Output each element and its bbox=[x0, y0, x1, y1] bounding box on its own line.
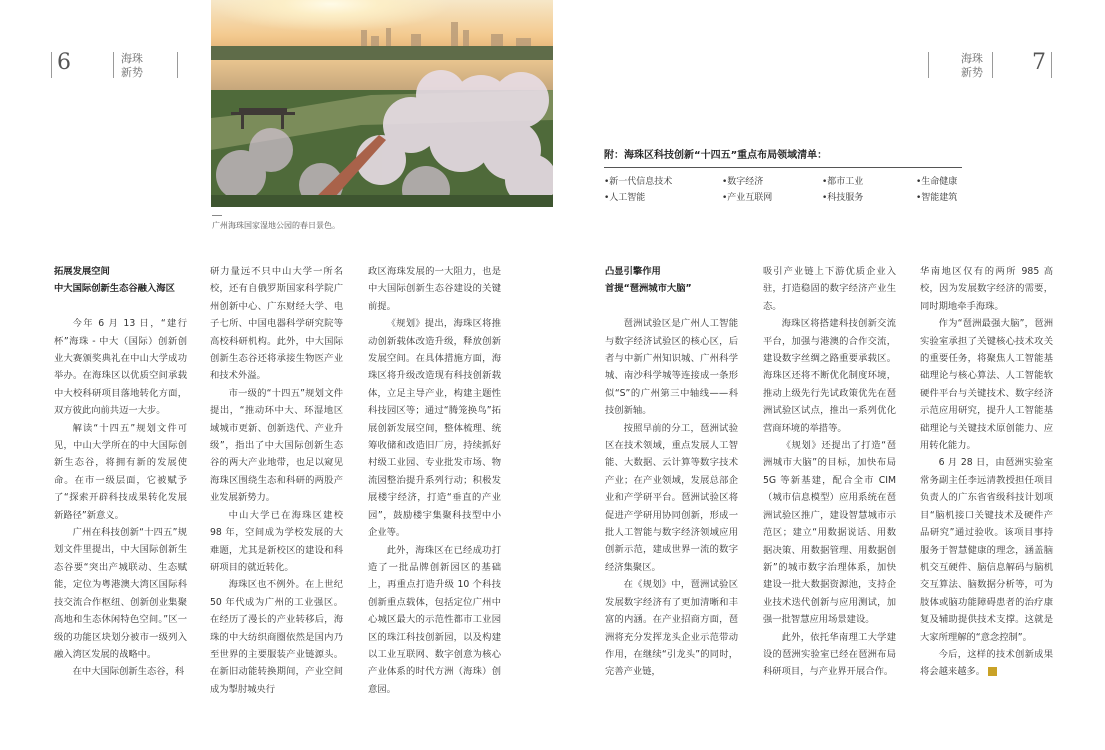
article-column bbox=[920, 263, 1053, 681]
article-column bbox=[210, 263, 343, 698]
body-paragraph: 按照早前的分工，琶洲试验区在技术领域，重点发展人工智能、大数据、云计算等数字技术产业；在产业领域，发展总部企业和产学研平台。琶洲试验区将促进产学研用协同创新，形成一批人工智能与数字经济领域应用创新示范，建成世界一流的数字经济集聚区。 bbox=[605, 422, 738, 573]
list-item: •产业互联网 bbox=[722, 193, 773, 203]
section-heading: 凸显引擎作用 bbox=[605, 266, 661, 277]
body-paragraph: 6 月 28 日，由琶洲实验室常务副主任李远清教授担任项目负责人的广东省省级科技计划项目“脑机接口关键技术及硬件产品研究”通过验收。该项目事持服务于智慧健康的理念，涵盖脑机交互硬件、脑信息解码与脑机交互算法、脑数据分析等，可为肢体或脑功能障碍患者的治疗康复及辅助提供技术支撑。这就是大家所理解的“意念控制”。 bbox=[920, 457, 1053, 643]
wetland-park-photo bbox=[211, 0, 553, 207]
photo-caption: 广州海珠国家湿地公园的春日景色。 bbox=[212, 221, 340, 230]
body-paragraph: 广州在科技创新“十四五”规划文件里提出，中大国际创新生态谷要“突出产城联动、生态赋能，定位为粤港澳大湾区国际科技交流合作枢纽、创新创业集聚高地和生态休闲特色空间。”区一级的功能区块划分被市一级列入融入湾区发展的战略中。 bbox=[54, 527, 187, 660]
article-column bbox=[763, 263, 896, 681]
divider bbox=[928, 52, 929, 78]
end-mark-icon: Π bbox=[988, 667, 997, 676]
list-item: •科技服务 bbox=[822, 193, 864, 203]
list-item: •智能建筑 bbox=[916, 193, 958, 203]
list-item: •都市工业 bbox=[822, 177, 864, 187]
list-item: •数字经济 bbox=[722, 177, 764, 187]
divider bbox=[992, 52, 993, 78]
divider bbox=[51, 52, 52, 78]
article-column bbox=[605, 263, 738, 681]
body-paragraph: 此外，海珠区在已经成功打造了一批品牌创新园区的基础上，再重点打造升级 10 个科技创新重点载体，包括定位广州中心城区最大的示范性都市工业园区的珠江科技创新园，以及构建以工业互联网、数字创意为核心产业体系的时代方洲（海珠）创意园。 bbox=[368, 544, 501, 695]
body-paragraph: 琶洲试验区是广州人工智能与数字经济试验区的核心区，后者与中新广州知识城、广州科学城、南沙科学城等连接成一条形似“S”的广州第三中轴线——科技创新轴。 bbox=[605, 318, 738, 417]
magazine-name-left: 海珠 新势 bbox=[121, 52, 143, 79]
body-paragraph: 此外，依托华南理工大学建设的琶洲实验室已经在琶洲布局科研项目，与产业界开展合作。 bbox=[763, 631, 896, 678]
body-paragraph: 市一级的“十四五”规划文件提出，“推动环中大、环湿地区域城市更新、创新迭代、产业升级”，指出了中大国际创新生态谷的两大产业地带，也足以窥见海珠区围绕生态和科研的两股产业发展新势力。 bbox=[210, 387, 343, 504]
left-page-number: 6 bbox=[57, 50, 71, 75]
body-paragraph: 《规划》提出，海珠区将推动创新载体改造升级，释放创新发展空间。在具体措施方面，海珠区将升级改造现有科技创新载体，立足主导产业，构建主题性科技园区等；通过“腾笼换鸟”拓展创新发展空间，整体梳理、统筹收储和改造旧厂房，持续抓好村级工业园、专业批发市场、物流园整治提升系列行动；积极发展楼宇经济，打造“垂直的产业园”，鼓励楼宇集聚科技型中小企业等。 bbox=[368, 318, 501, 539]
body-paragraph: 海珠区也不例外。在上世纪 50 年代成为广州的工业强区。在经历了漫长的产业转移后，海珠的中大纺织商圈依然是国内乃至世界的主要服装产业链源头。在新旧动能转换期间，产业空间成为掣肘城央行 bbox=[210, 579, 343, 695]
body-paragraph: 今后，这样的技术创新成果将会越来越多。 Π bbox=[920, 648, 1053, 678]
body-paragraph: 研力量远不只中山大学一所名校，还有自俄罗斯国家科学院广州创新中心、广东财经大学、电子七所、中国电器科学研究院等高校科研机构。此外，中大国际创新生态谷还将承接生物医产业和技术外溢。 bbox=[210, 266, 343, 382]
paragraph-gap bbox=[605, 298, 738, 315]
section-heading: 首提“琶洲城市大脑” bbox=[605, 283, 692, 295]
right-page-number: 7 bbox=[1032, 50, 1046, 75]
list-item: •新一代信息技术 bbox=[604, 177, 673, 187]
magazine-name-right: 海珠 新势 bbox=[961, 52, 983, 79]
body-paragraph: 在《规划》中，琶洲试验区发展数字经济有了更加清晰和丰富的内涵。在产业招商方面，琶洲将充分发挥龙头企业示范带动作用，在继续“引龙头”的同时，完善产业链， bbox=[605, 579, 738, 678]
annex-title: 附：海珠区科技创新“十四五”重点布局领域清单： bbox=[604, 150, 828, 161]
section-heading: 拓展发展空间 bbox=[54, 266, 110, 277]
divider bbox=[177, 52, 178, 78]
body-paragraph: 华南地区仅有的两所 985 高校，因为发展数字经济的需要，同时期地牵手海珠。 bbox=[920, 266, 1053, 312]
divider bbox=[1051, 52, 1052, 78]
body-paragraph: 吸引产业链上下游优质企业入驻，打造稳固的数字经济产业生态。 bbox=[763, 266, 896, 312]
body-paragraph: 今年 6 月 13 日，“建行杯”海珠 - 中大（国际）创新创业大赛颁奖典礼在中山大学成功举办。在海珠区以优质空间承载中大校科研项目落地转化方面，双方彼此向前共迈一大步。 bbox=[54, 318, 187, 417]
body-paragraph: 在中大国际创新生态谷，科 bbox=[72, 666, 185, 678]
body-paragraph: 海珠区将搭建科技创新交流平台，加强与港澳的合作交流，建设数字丝绸之路重要承载区。海珠区还将不断优化制度环境，推动上级先行先试政策优先在琶洲试验区试点，推出一系列优化营商环境的举措等。 bbox=[763, 318, 896, 434]
list-item: •生命健康 bbox=[916, 177, 958, 187]
article-column bbox=[54, 263, 187, 681]
body-paragraph: 作为“琶洲最强大脑”，琶洲实验室承担了关键核心技术攻关的重要任务，将聚焦人工智能基础理论与核心算法、人工智能软硬件平台与关键技术、数字经济示范应用研究，提升人工智能基础理论与关键技术原创能力、应用转化能力。 bbox=[920, 318, 1053, 452]
body-paragraph: 中山大学已在海珠区建校 98 年，空间成为学校发展的大难题，尤其是新校区的建设和科研项目的就近转化。 bbox=[210, 509, 343, 573]
article-column bbox=[368, 263, 501, 698]
paragraph-gap bbox=[54, 298, 187, 315]
body-paragraph: 解读“十四五”规划文件可见，中山大学所在的中大国际创新生态谷，将拥有新的发展使命。在市一级层面，它被赋予了“探索开辟科技成果转化发展新路径”新意义。 bbox=[54, 422, 187, 521]
body-paragraph: 政区海珠发展的一大阻力，也是中大国际创新生态谷建设的关键前提。 bbox=[368, 266, 501, 312]
caption-rule bbox=[212, 215, 222, 216]
section-heading: 中大国际创新生态谷融入海区 bbox=[54, 283, 175, 295]
divider bbox=[113, 52, 114, 78]
list-item: •人工智能 bbox=[604, 193, 646, 203]
annex-rule bbox=[604, 167, 962, 168]
body-paragraph: 《规划》还提出了打造“琶洲城市大脑”的目标，加快布局 5G 等新基建，配合全市 CIM（城市信息模型）应用系统在琶洲试验区推广，建设智慧城市示范区；建立“用数据说话、用数据决策、用数据管理、用数据创新”的城市数字治理体系，加快建设一批大数据资源池，支持企业技术迭代创新与应用测试，加强一批智慧应用场景建设。 bbox=[763, 440, 896, 626]
